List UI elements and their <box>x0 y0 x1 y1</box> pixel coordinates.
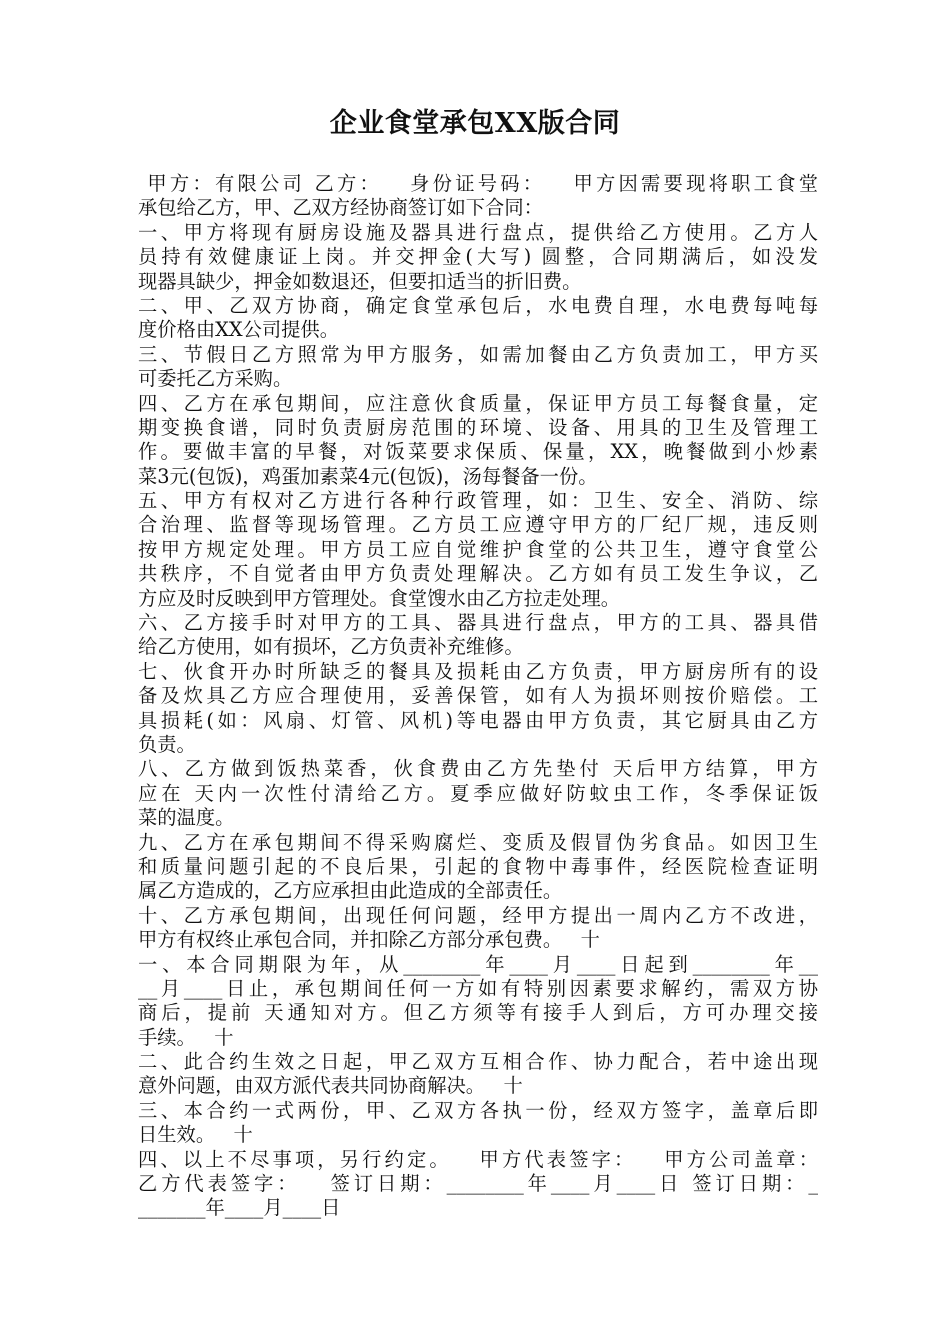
body-line: 和质量问题引起的不良后果，引起的食物中毒事件，经医院检查证明 <box>138 854 818 878</box>
body-line: 甲方有权终止承包合同，并扣除乙方部分承包费。 十 <box>138 928 600 952</box>
body-line: _______年____月____日 <box>138 1196 341 1220</box>
body-line: 手续。 十 <box>138 1025 234 1049</box>
body-line: 十、乙方承包期间，出现任何问题，经甲方提出一周内乙方不改进， <box>138 903 818 927</box>
body-line: 四、以上不尽事项，另行约定。 甲方代表签字： 甲方公司盖章： <box>138 1147 818 1171</box>
document-title: 企业食堂承包XX版合同 <box>329 108 621 139</box>
body-line: 作。要做丰富的早餐，对饭菜要求保质、保量，XX，晚餐做到小炒素 <box>138 440 818 464</box>
body-line: 期变换食谱，同时负责厨房范围的环境、设备、用具的卫生及管理工 <box>138 415 818 439</box>
body-line: 按甲方规定处理。甲方员工应自觉维护食堂的公共卫生，遵守食堂公 <box>138 537 818 561</box>
body-line: 菜的温度。 <box>138 806 235 830</box>
body-line: 度价格由XX公司提供。 <box>138 318 339 342</box>
contract-body <box>138 172 818 1221</box>
body-line: 二、此合约生效之日起，甲乙双方互相合作、协力配合，若中途出现 <box>138 1050 818 1074</box>
body-line: 乙方代表签字： 签订日期：________年____月____日 签订日期：_ <box>138 1172 818 1196</box>
body-line: 一、本合同期限为年，从________年____月____日起到________年__ <box>138 952 818 976</box>
body-line: 五、甲方有权对乙方进行各种行政管理，如：卫生、安全、消防、综 <box>138 489 818 513</box>
body-line: 可委托乙方采购。 <box>138 367 293 391</box>
body-line: 甲方：有限公司 乙方： 身份证号码： 甲方因需要现将职工食堂 <box>138 172 818 195</box>
body-line: 给乙方使用，如有损坏，乙方负责补充维修。 <box>138 635 524 659</box>
body-line: __月____日止，承包期间任何一方如有特别因素要求解约，需双方协 <box>138 976 818 1000</box>
body-line: 具损耗(如：风扇、灯管、风机)等电器由甲方负责，其它厨具由乙方 <box>138 708 818 732</box>
body-line: 四、乙方在承包期间，应注意伙食质量，保证甲方员工每餐食量，定 <box>138 391 818 415</box>
body-line: 备及炊具乙方应合理使用，妥善保管，如有人为损坏则按价赔偿。工 <box>138 684 818 708</box>
body-line: 应在 天内一次性付清给乙方。夏季应做好防蚊虫工作，冬季保证饭 <box>138 781 818 805</box>
body-line: 意外问题，由双方派代表共同协商解决。 十 <box>138 1074 523 1098</box>
body-line: 属乙方造成的，乙方应承担由此造成的全部责任。 <box>138 879 563 903</box>
body-line: 商后，提前 天通知对方。但乙方须等有接手人到后，方可办理交接 <box>138 1001 818 1025</box>
body-line: 菜3元(包饭)，鸡蛋加素菜4元(包饭)，汤每餐备一份。 <box>138 464 598 488</box>
body-line: 三、节假日乙方照常为甲方服务，如需加餐由乙方负责加工，甲方买 <box>138 342 818 366</box>
body-line: 七、伙食开办时所缺乏的餐具及损耗由乙方负责，甲方厨房所有的设 <box>138 659 818 683</box>
body-line: 三、本合约一式两份，甲、乙双方各执一份，经双方签字，盖章后即 <box>138 1098 818 1122</box>
body-line: 二、甲、乙双方协商，确定食堂承包后，水电费自理，水电费每吨每 <box>138 293 818 317</box>
body-line: 承包给乙方，甲、乙双方经协商签订如下合同： <box>138 196 543 220</box>
body-line: 日生效。 十 <box>138 1123 253 1147</box>
body-line: 共秩序，不自觉者由甲方负责处理解决。乙方如有员工发生争议，乙 <box>138 562 818 586</box>
body-line: 方应及时反映到甲方管理处。食堂馊水由乙方拉走处理。 <box>138 586 621 610</box>
body-line: 六、乙方接手时对甲方的工具、器具进行盘点，甲方的工具、器具借 <box>138 611 818 635</box>
body-line: 现器具缺少，押金如数退还，但要扣适当的折旧费。 <box>138 269 582 293</box>
body-line: 八、乙方做到饭热菜香，伙食费由乙方先垫付 天后甲方结算，甲方 <box>138 757 818 781</box>
body-line: 负责。 <box>138 732 196 756</box>
body-line: 九、乙方在承包期间不得采购腐烂、变质及假冒伪劣食品。如因卫生 <box>138 830 818 854</box>
body-line: 员持有效健康证上岗。并交押金(大写) 圆整，合同期满后，如没发 <box>138 245 818 269</box>
body-line: 一、甲方将现有厨房设施及器具进行盘点，提供给乙方使用。乙方人 <box>138 220 818 244</box>
body-line: 合治理、监督等现场管理。乙方员工应遵守甲方的厂纪厂规，违反则 <box>138 513 818 537</box>
